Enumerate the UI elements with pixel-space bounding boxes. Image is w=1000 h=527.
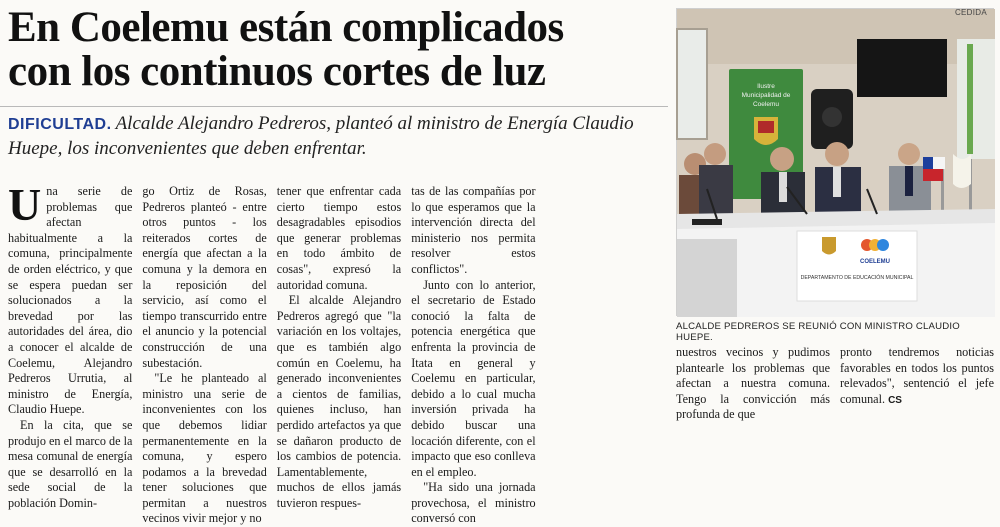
- headline-line-1: En Coelemu están complicados: [8, 4, 564, 51]
- coat-of-arms-icon: [754, 117, 778, 145]
- banner-line-2: Municipalidad de: [741, 92, 791, 99]
- body-column-5-spacer: [546, 184, 670, 527]
- body-column-6: [840, 345, 994, 425]
- body-paragraph: "Le he planteado al ministro una serie de inconvenientes con los que debemos lidiar permanentemente en la comuna, y espero podamos a la brevedad tener soluciones que permitan a nuestros vecinos vivir mejor y no: [142, 371, 267, 526]
- article-body: [8, 179, 670, 526]
- body-paragraph: tas de las compañías por lo que esperamos que la intervención directa del ministerio nos permita resolver estos conflictos".: [411, 184, 536, 276]
- body-paragraph: "Ha sido una jornada provechosa, el ministro conversó con: [411, 480, 536, 526]
- body-column-5: [676, 345, 830, 425]
- deck: [8, 112, 668, 161]
- headline-line-2: con los continuos cortes de luz: [8, 48, 546, 95]
- body-paragraph: En la cita, que se produjo en el marco de la mesa comunal de energía que se desarrolló en la sede social de la población Domin-: [8, 417, 133, 510]
- headline: [8, 6, 668, 94]
- body-paragraph: go Ortiz de Rosas, Pedreros planteó - entre otros puntos - los reiterados cortes de energía que afectan a la comuna y la demora en la reposición del servicio, así como el tiempo transcurrido entre el anuncio y la potencial construcción de una subestación.: [142, 184, 267, 370]
- deck-kicker: DIFICULTAD.: [8, 116, 112, 133]
- article-body-continued: [676, 345, 994, 425]
- body-paragraph: Una serie de problemas que afectan habitualmente a la comuna, principalmente de orden eléctrico, y que se espera puedan ser solucionados a la brevedad por las autoridades del área, dio a conocer el alcalde de Coelemu, Alejandro Pedreros Urrutia, al ministro de Energía, Claudio Huepe.: [8, 179, 133, 417]
- meeting-photo: [677, 9, 995, 317]
- body-paragraph: El alcalde Alejandro Pedreros agregó que "la variación en los voltajes, que es también algo común en Coelemu, ha generado inconvenientes a cientos de familias, quienes incluso, han perdido artefactos ya que se dañaron producto de los cambios de potencia. Lamentablemente, muchos de ellos jamás tuvieron respues-: [276, 293, 402, 510]
- banner-line-1: Ilustre: [757, 83, 775, 90]
- table-sign-text: DEPARTAMENTO DE EDUCACIÓN MUNICIPAL: [800, 275, 914, 281]
- end-mark: CS: [888, 394, 902, 406]
- drop-cap: U: [8, 179, 42, 230]
- deck-text: Alcalde Alejandro Pedreros, planteó al ministro de Energía Claudio Huepe, los inconvenientes que deben enfrentar.: [8, 113, 634, 159]
- table-logo-text: COELEMU: [860, 259, 890, 265]
- banner-line-3: Coelemu: [752, 101, 780, 108]
- table-sign: [797, 231, 917, 301]
- headline-rule: [0, 106, 668, 107]
- body-column-1: [8, 179, 133, 527]
- body-paragraph: nuestros vecinos y pudimos plantearle los problemas que afectan a nuestra comuna. Tengo la convicción más profunda de que: [676, 345, 830, 422]
- body-column-4: [411, 184, 535, 527]
- body-column-3: [277, 184, 401, 527]
- photo-credit: CEDIDA: [954, 8, 987, 17]
- crest-icon: [822, 237, 836, 255]
- article-photo: [676, 8, 994, 316]
- body-paragraph: tener que enfrentar cada cierto tiempo estos desagradables episodios que generar problemas en todo ámbito de cosas", expresó la autoridad comuna.: [276, 184, 402, 292]
- body-column-2: [142, 184, 266, 527]
- body-paragraph: Junto con lo anterior, el secretario de Estado conoció la falta de potencia energética que enfrenta la provincia de Itata en general y Coelemu en particular, debido a lo cual mucha inversión privada ha debido buscar una locación diferente, con el impacto que eso conlleva en el empleo.: [411, 277, 536, 479]
- wall-tv: [857, 39, 947, 97]
- body-paragraph: pronto tendremos noticias favorables en todos los puntos relevados", sentenció el jefe comunal. CS: [840, 345, 994, 406]
- photo-caption: ALCALDE PEDREROS SE REUNIÓ CON MINISTRO CLAUDIO HUEPE.: [676, 321, 960, 343]
